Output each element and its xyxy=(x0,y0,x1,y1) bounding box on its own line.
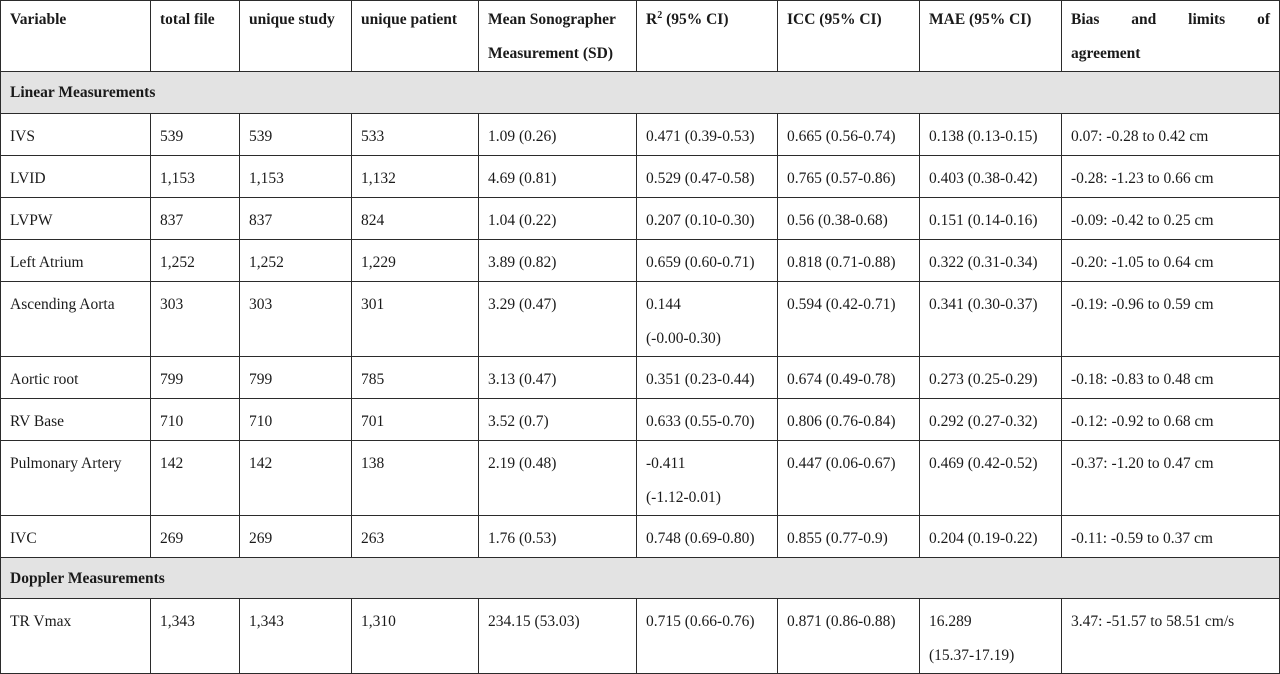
table-row xyxy=(1,441,1280,516)
cell-r2-value: 0.144 xyxy=(646,296,681,313)
cell-mean: 3.89 (0.82) xyxy=(479,240,637,282)
cell-mae-value: 0.403 (0.38-0.42) xyxy=(929,170,1038,187)
section-row-doppler xyxy=(1,558,1280,599)
table-row xyxy=(1,240,1280,282)
cell-total-file: 1,343 xyxy=(151,599,240,674)
cell-mae-value: 0.138 (0.13-0.15) xyxy=(929,128,1038,145)
section-row-linear xyxy=(1,72,1280,114)
cell-r2-value: 0.471 (0.39-0.53) xyxy=(646,128,755,145)
cell-variable: Ascending Aorta xyxy=(1,282,151,357)
cell-unique-patient: 301 xyxy=(352,282,479,357)
cell-unique-study: 1,252 xyxy=(240,240,352,282)
table-row xyxy=(1,357,1280,399)
cell-variable: Left Atrium xyxy=(1,240,151,282)
cell-r2-value: 0.659 (0.60-0.71) xyxy=(646,254,755,271)
cell-icc: 0.674 (0.49-0.78) xyxy=(778,357,920,399)
cell-variable: LVPW xyxy=(1,198,151,240)
cell-r2-value: -0.411 xyxy=(646,455,686,472)
cell-unique-patient: 138 xyxy=(352,441,479,516)
header-icc: ICC (95% CI) xyxy=(778,1,920,72)
cell-variable: IVS xyxy=(1,114,151,156)
cell-r2 xyxy=(637,516,778,558)
cell-unique-patient: 1,229 xyxy=(352,240,479,282)
cell-r2 xyxy=(637,441,778,516)
cell-variable: RV Base xyxy=(1,399,151,441)
cell-r2 xyxy=(637,399,778,441)
header-bias-line2: agreement xyxy=(1071,45,1141,62)
cell-mean: 3.13 (0.47) xyxy=(479,357,637,399)
header-mean xyxy=(479,1,637,72)
cell-unique-study: 710 xyxy=(240,399,352,441)
cell-mae-value: 0.151 (0.14-0.16) xyxy=(929,212,1038,229)
cell-mae-value: 16.289 xyxy=(929,613,972,630)
cell-mae xyxy=(920,282,1062,357)
cell-mae xyxy=(920,441,1062,516)
cell-variable: Aortic root xyxy=(1,357,151,399)
cell-r2-value: 0.207 (0.10-0.30) xyxy=(646,212,755,229)
cell-bias: -0.12: -0.92 to 0.68 cm xyxy=(1062,399,1280,441)
cell-r2-value: 0.748 (0.69-0.80) xyxy=(646,530,755,547)
cell-mean: 1.04 (0.22) xyxy=(479,198,637,240)
cell-mae xyxy=(920,516,1062,558)
header-r2-base: R xyxy=(646,11,658,28)
cell-bias: -0.11: -0.59 to 0.37 cm xyxy=(1062,516,1280,558)
cell-icc: 0.855 (0.77-0.9) xyxy=(778,516,920,558)
cell-mae-value: 0.273 (0.25-0.29) xyxy=(929,371,1038,388)
cell-total-file: 1,153 xyxy=(151,156,240,198)
cell-variable: TR Vmax xyxy=(1,599,151,674)
cell-unique-study: 1,343 xyxy=(240,599,352,674)
cell-r2-ci: (-0.00-0.30) xyxy=(646,330,721,347)
table-row xyxy=(1,156,1280,198)
cell-mae-value: 0.204 (0.19-0.22) xyxy=(929,530,1038,547)
header-unique-study: unique study xyxy=(240,1,352,72)
cell-mean: 2.19 (0.48) xyxy=(479,441,637,516)
cell-mae xyxy=(920,114,1062,156)
cell-unique-patient: 533 xyxy=(352,114,479,156)
cell-unique-patient: 824 xyxy=(352,198,479,240)
cell-mean: 234.15 (53.03) xyxy=(479,599,637,674)
cell-bias: -0.28: -1.23 to 0.66 cm xyxy=(1062,156,1280,198)
cell-variable: IVC xyxy=(1,516,151,558)
cell-mae-value: 0.341 (0.30-0.37) xyxy=(929,296,1038,313)
cell-r2 xyxy=(637,198,778,240)
header-bias-line1: Bias and limits of xyxy=(1071,11,1270,28)
cell-icc: 0.818 (0.71-0.88) xyxy=(778,240,920,282)
cell-unique-study: 142 xyxy=(240,441,352,516)
cell-mae xyxy=(920,198,1062,240)
section-label-doppler: Doppler Measurements xyxy=(1,558,1280,599)
table-row xyxy=(1,399,1280,441)
header-total-file: total file xyxy=(151,1,240,72)
header-row xyxy=(1,1,1280,72)
cell-r2-value: 0.351 (0.23-0.44) xyxy=(646,371,755,388)
cell-mean: 3.52 (0.7) xyxy=(479,399,637,441)
cell-r2 xyxy=(637,599,778,674)
header-mae: MAE (95% CI) xyxy=(920,1,1062,72)
cell-icc: 0.665 (0.56-0.74) xyxy=(778,114,920,156)
cell-total-file: 539 xyxy=(151,114,240,156)
cell-unique-patient: 1,310 xyxy=(352,599,479,674)
header-r2-sup: 2 xyxy=(657,9,663,21)
cell-unique-patient: 263 xyxy=(352,516,479,558)
table-row xyxy=(1,114,1280,156)
cell-total-file: 799 xyxy=(151,357,240,399)
cell-mae-value: 0.469 (0.42-0.52) xyxy=(929,455,1038,472)
cell-mae-value: 0.292 (0.27-0.32) xyxy=(929,413,1038,430)
cell-unique-study: 269 xyxy=(240,516,352,558)
cell-r2-value: 0.715 (0.66-0.76) xyxy=(646,613,755,630)
cell-unique-study: 1,153 xyxy=(240,156,352,198)
cell-unique-patient: 785 xyxy=(352,357,479,399)
cell-total-file: 269 xyxy=(151,516,240,558)
cell-bias: -0.09: -0.42 to 0.25 cm xyxy=(1062,198,1280,240)
cell-total-file: 303 xyxy=(151,282,240,357)
cell-bias: 0.07: -0.28 to 0.42 cm xyxy=(1062,114,1280,156)
cell-icc: 0.871 (0.86-0.88) xyxy=(778,599,920,674)
cell-mae xyxy=(920,156,1062,198)
cell-unique-study: 799 xyxy=(240,357,352,399)
cell-mean: 1.09 (0.26) xyxy=(479,114,637,156)
cell-bias: -0.19: -0.96 to 0.59 cm xyxy=(1062,282,1280,357)
cell-icc: 0.594 (0.42-0.71) xyxy=(778,282,920,357)
cell-mae xyxy=(920,399,1062,441)
cell-r2-value: 0.529 (0.47-0.58) xyxy=(646,170,755,187)
cell-r2-ci: (-1.12-0.01) xyxy=(646,489,721,506)
cell-unique-study: 303 xyxy=(240,282,352,357)
cell-total-file: 837 xyxy=(151,198,240,240)
cell-total-file: 142 xyxy=(151,441,240,516)
cell-unique-patient: 701 xyxy=(352,399,479,441)
cell-unique-patient: 1,132 xyxy=(352,156,479,198)
header-mean-line1: Mean Sonographer xyxy=(488,11,616,28)
cell-icc: 0.806 (0.76-0.84) xyxy=(778,399,920,441)
cell-r2-value: 0.633 (0.55-0.70) xyxy=(646,413,755,430)
cell-unique-study: 837 xyxy=(240,198,352,240)
cell-total-file: 1,252 xyxy=(151,240,240,282)
cell-variable: LVID xyxy=(1,156,151,198)
table-row xyxy=(1,198,1280,240)
cell-bias: 3.47: -51.57 to 58.51 cm/s xyxy=(1062,599,1280,674)
cell-mean: 3.29 (0.47) xyxy=(479,282,637,357)
cell-r2 xyxy=(637,282,778,357)
cell-r2 xyxy=(637,357,778,399)
cell-mae xyxy=(920,599,1062,674)
cell-mae-ci: (15.37-17.19) xyxy=(929,647,1015,664)
cell-bias: -0.37: -1.20 to 0.47 cm xyxy=(1062,441,1280,516)
cell-mae-value: 0.322 (0.31-0.34) xyxy=(929,254,1038,271)
cell-r2 xyxy=(637,240,778,282)
cell-bias: -0.18: -0.83 to 0.48 cm xyxy=(1062,357,1280,399)
cell-bias: -0.20: -1.05 to 0.64 cm xyxy=(1062,240,1280,282)
cell-icc: 0.765 (0.57-0.86) xyxy=(778,156,920,198)
cell-variable: Pulmonary Artery xyxy=(1,441,151,516)
header-variable: Variable xyxy=(1,1,151,72)
cell-mae xyxy=(920,357,1062,399)
cell-icc: 0.447 (0.06-0.67) xyxy=(778,441,920,516)
cell-total-file: 710 xyxy=(151,399,240,441)
cell-unique-study: 539 xyxy=(240,114,352,156)
cell-r2 xyxy=(637,156,778,198)
header-r2 xyxy=(637,1,778,72)
table-row xyxy=(1,599,1280,674)
cell-r2 xyxy=(637,114,778,156)
table-body xyxy=(1,1,1280,674)
header-unique-patient: unique patient xyxy=(352,1,479,72)
cell-icc: 0.56 (0.38-0.68) xyxy=(778,198,920,240)
cell-mean: 4.69 (0.81) xyxy=(479,156,637,198)
table-row xyxy=(1,516,1280,558)
cell-mae xyxy=(920,240,1062,282)
header-bias xyxy=(1062,1,1280,72)
table-row xyxy=(1,282,1280,357)
header-r2-rest: (95% CI) xyxy=(662,11,729,28)
header-mean-line2: Measurement (SD) xyxy=(488,45,613,62)
section-label-linear: Linear Measurements xyxy=(1,72,1280,114)
cell-mean: 1.76 (0.53) xyxy=(479,516,637,558)
